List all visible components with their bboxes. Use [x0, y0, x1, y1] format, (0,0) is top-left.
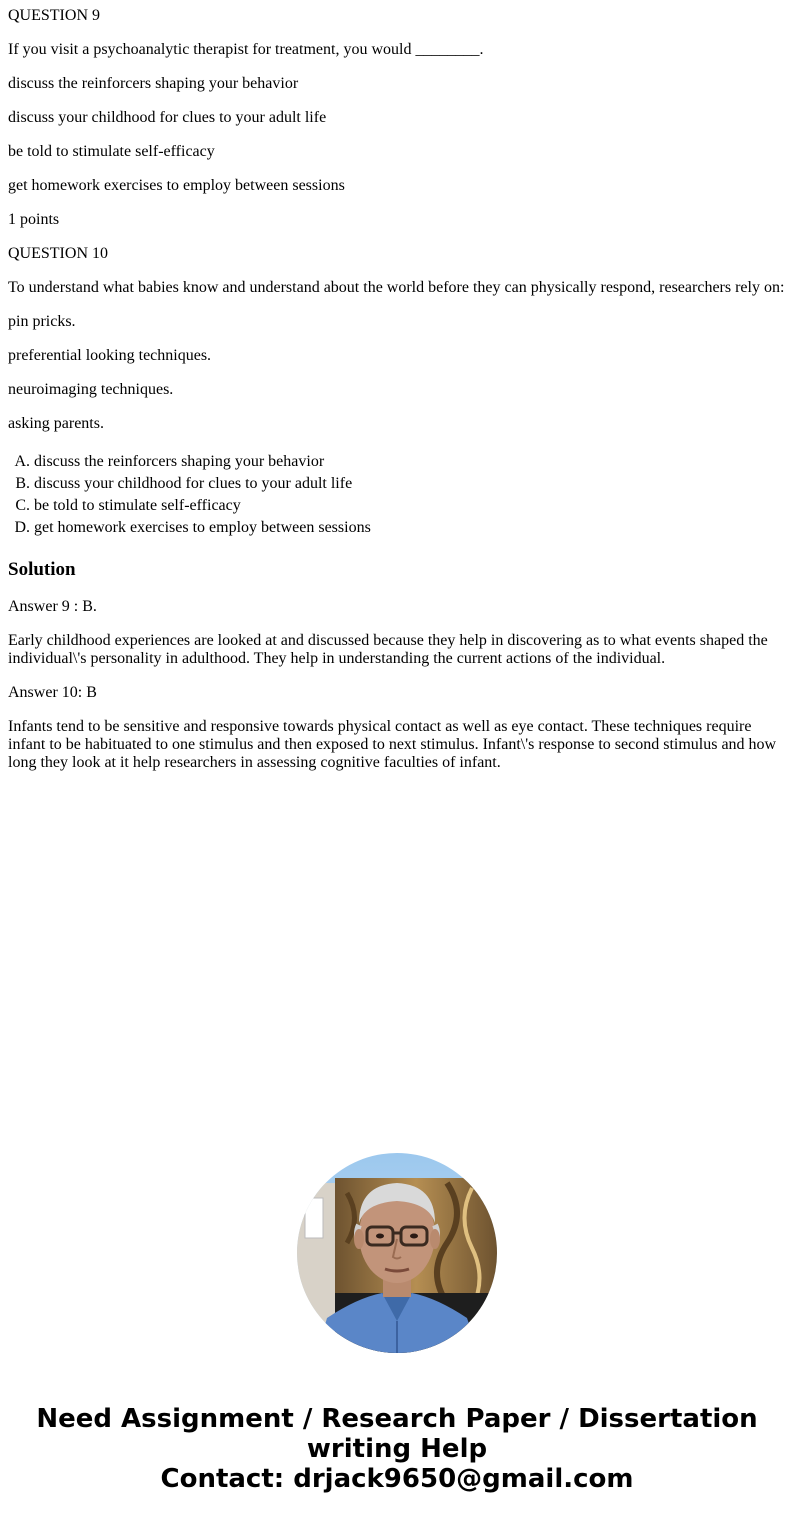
- avatar-portrait: [297, 1153, 497, 1353]
- question-10-option: neuroimaging techniques.: [8, 381, 174, 398]
- question-10-option: preferential looking techniques.: [8, 347, 212, 364]
- answer-choice-d: D. get homework exercises to employ between sessions: [34, 519, 786, 541]
- answer-choices-list: [8, 453, 786, 541]
- answer-9: Answer 9 : B.: [8, 598, 97, 615]
- question-10-prompt: To understand what babies know and understand about the world before they can physically respond, researchers rely on:: [8, 279, 785, 296]
- question-9-label: QUESTION 9: [8, 7, 100, 24]
- question-9-points: 1 points: [8, 211, 60, 228]
- answer-choice-b: B. discuss your childhood for clues to your adult life: [34, 475, 786, 497]
- question-10-option: asking parents.: [8, 415, 104, 432]
- answer-9-explanation: Early childhood experiences are looked at and discussed because they help in discovering as to what events shaped the individual\'s personality in adulthood. They help in understanding the current actions of the individual.: [8, 632, 768, 667]
- promo-line-1: Need Assignment / Research Paper / Dissertation: [36, 1404, 758, 1434]
- question-9-option: discuss your childhood for clues to your adult life: [8, 109, 327, 126]
- question-9-option: get homework exercises to employ between sessions: [8, 177, 345, 194]
- answer-10-explanation: Infants tend to be sensitive and responsive towards physical contact as well as eye contact. These techniques require infant to be habituated to one stimulus and then exposed to next stimulus. Infant\'s response to second stimulus and how long they look at it help researchers in assessing cognitive faculties of infant.: [8, 718, 777, 771]
- question-10-label: QUESTION 10: [8, 245, 108, 262]
- promo-line-2: writing Help: [306, 1434, 488, 1464]
- answer-choice-a: A. discuss the reinforcers shaping your behavior: [34, 453, 786, 475]
- question-9-prompt: If you visit a psychoanalytic therapist for treatment, you would ________.: [8, 41, 484, 58]
- question-9-option: discuss the reinforcers shaping your behavior: [8, 75, 299, 92]
- solution-heading: Solution: [8, 559, 76, 580]
- promo-footer: [0, 1404, 794, 1494]
- answer-choice-c: C. be told to stimulate self-efficacy: [34, 497, 786, 519]
- answer-10: Answer 10: B: [8, 684, 97, 701]
- question-9-option: be told to stimulate self-efficacy: [8, 143, 215, 160]
- promo-contact: Contact: drjack9650@gmail.com: [160, 1464, 634, 1494]
- author-avatar: [297, 1153, 497, 1353]
- question-10-option: pin pricks.: [8, 313, 76, 330]
